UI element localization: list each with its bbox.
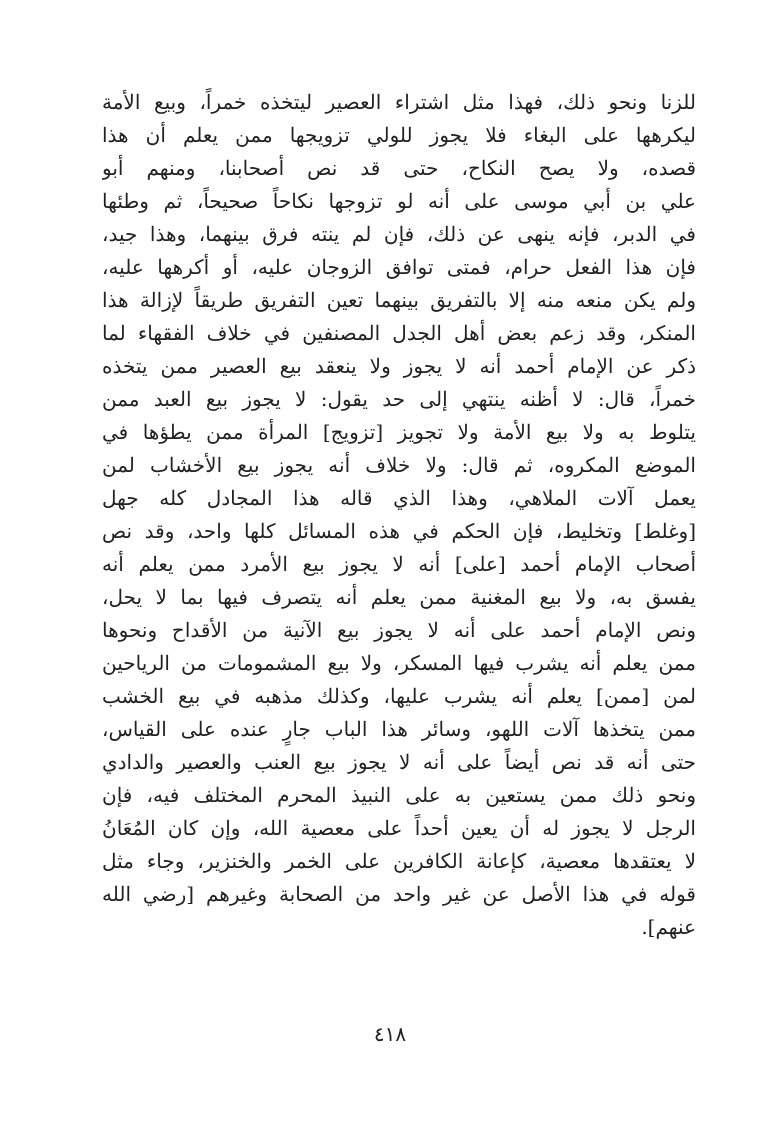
text-line: قصده، ولا يصح النكاح، حتى قد نص أصحابنا، ومنهم أبو <box>102 156 696 180</box>
text-line: علي بن أبي موسى على أنه لو تزوجها نكاحاً صحيحاً، ثم وطئها <box>102 189 696 213</box>
text-line: ونص الإمام أحمد على أنه لا يجوز بيع الآنية من الأقداح ونحوها <box>102 618 696 642</box>
text-line: ذكر عن الإمام أحمد أنه لا يجوز ولا ينعقد بيع العصير ممن يتخذه <box>102 354 696 378</box>
text-line: قوله في هذا الأصل عن غير واحد من الصحابة وغيرهم [رضي الله <box>102 882 696 906</box>
text-line: ممن يعلم أنه يشرب فيها المسكر، ولا بيع المشمومات من الرياحين <box>102 651 696 675</box>
text-line: المنكر، وقد زعم بعض أهل الجدل المصنفين في خلاف الفقهاء لما <box>102 321 696 345</box>
text-line: خمراً، قال: لا أظنه ينتهي إلى حد يقول: لا يجوز بيع العبد ممن <box>102 387 696 411</box>
text-line: حتى أنه قد نص أيضاً على أنه لا يجوز بيع العنب والعصير والدادي <box>102 750 696 774</box>
text-line: يعمل آلات الملاهي، وهذا الذي قاله هذا المجادل كله جهل <box>102 486 696 510</box>
page-number: ٤١٨ <box>373 1022 407 1046</box>
text-line: [وغلط] وتخليط، فإن الحكم في هذه المسائل كلها واحد، وقد نص <box>102 519 696 543</box>
text-line: ممن يتخذها آلات اللهو، وسائر هذا الباب جارٍ عنده على القياس، <box>102 717 696 741</box>
text-line: الرجل لا يجوز له أن يعين أحداً على معصية الله، وإن كان المُعَانُ <box>102 816 696 840</box>
body-text <box>102 86 696 944</box>
text-line: ليكرهها على البغاء فلا يجوز للولي تزويجها ممن يعلم أن هذا <box>102 123 696 147</box>
text-line: ونحو ذلك ممن يستعين به على النبيذ المحرم المختلف فيه، فإن <box>102 783 696 807</box>
text-line: لمن [ممن] يعلم أنه يشرب عليها، وكذلك مذهبه في بيع الخشب <box>102 684 696 708</box>
text-line: يتلوط به ولا بيع الأمة ولا تجويز [تزويج] المرأة ممن يطؤها في <box>102 420 696 444</box>
text-line: فإن هذا الفعل حرام، فمتى توافق الزوجان عليه، أو أكرهها عليه، <box>102 255 696 279</box>
text-line: يفسق به، ولا بيع المغنية ممن يعلم أنه يتصرف فيها بما لا يحل، <box>102 585 696 609</box>
text-line: للزنا ونحو ذلك، فهذا مثل اشتراء العصير ليتخذه خمراً، وبيع الأمة <box>102 90 696 114</box>
text-line: الموضع المكروه، ثم قال: ولا خلاف أنه يجوز بيع الأخشاب لمن <box>102 453 696 477</box>
text-line: في الدبر، فإنه ينهى عن ذلك، فإن لم ينته فرق بينهما، وهذا جيد، <box>102 222 696 246</box>
text-line: أصحاب الإمام أحمد [على] أنه لا يجوز بيع الأمرد ممن يعلم أنه <box>102 552 696 576</box>
text-line: لا يعتقدها معصية، كإعانة الكافرين على الخمر والخنزير، وجاء مثل <box>102 849 696 873</box>
text-line: ولم يكن منعه منه إلا بالتفريق بينهما تعين التفريق طريقاً لإزالة هذا <box>102 288 696 312</box>
text-line: عنهم]. <box>641 915 696 939</box>
